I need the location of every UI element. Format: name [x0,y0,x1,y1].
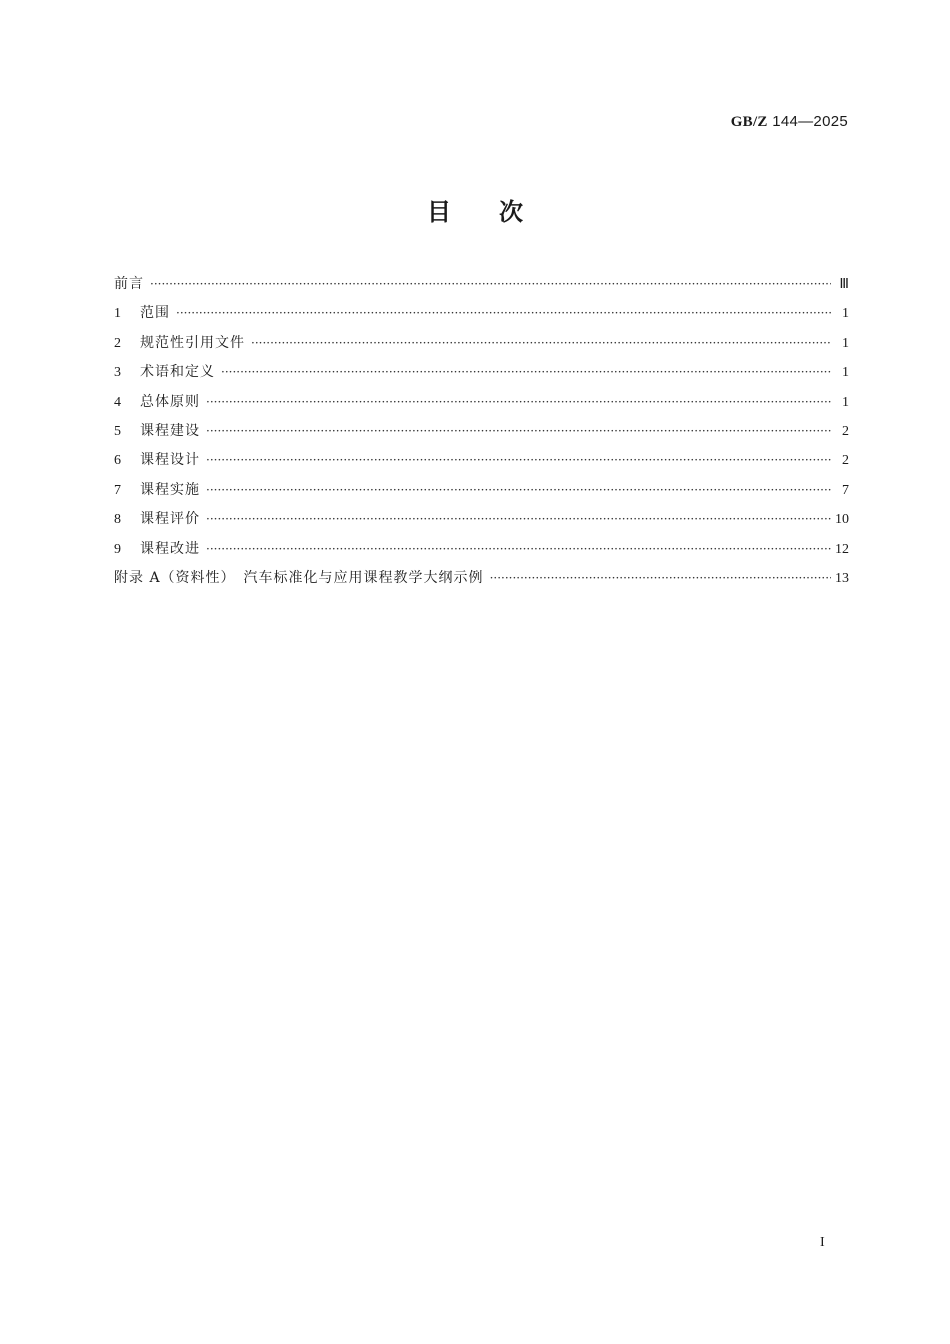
toc-leader-dots [206,395,831,409]
toc-entry-page: 2 [842,453,849,469]
toc-entry-foreword[interactable] [114,273,849,302]
toc-entry-number: 6 [114,453,121,469]
toc-entry-number: 8 [114,512,121,528]
toc-leader-dots [206,512,831,526]
toc-entry-label: 课程评价 [140,511,200,528]
toc-entry-course-design[interactable] [114,449,849,478]
toc-entry-course-improvement[interactable] [114,538,849,567]
toc-leader-dots [206,542,831,556]
standard-prefix: GB/Z [730,114,768,130]
page-title: 目次 [427,198,571,226]
standard-code [731,113,848,131]
toc-entry-page: 12 [835,541,849,557]
toc-entry-page: 1 [842,306,849,322]
toc-leader-dots [221,365,831,379]
toc-entry-page: 10 [835,512,849,528]
toc-entry-label: 课程实施 [140,481,200,498]
toc-entry-page: Ⅲ [839,277,849,292]
toc-entry-label: 课程改进 [140,540,200,557]
toc-entry-annex-a[interactable] [114,567,849,596]
toc-entry-page: 1 [842,394,849,410]
toc-entry-label: 前言 [114,276,144,292]
toc-entry-label: 范围 [140,305,170,322]
toc-entry-terms-definitions[interactable] [114,361,849,390]
toc-entry-label: 课程建设 [140,422,200,439]
toc-entry-number: 1 [114,306,121,322]
toc-entry-number: 5 [114,423,121,439]
toc-leader-dots [206,483,831,497]
toc-entry-normative-references[interactable] [114,332,849,361]
toc-entry-general-principles[interactable] [114,391,849,420]
toc-entry-label: 规范性引用文件 [140,334,245,351]
toc-leader-dots [150,277,831,291]
toc-entry-number: 7 [114,482,121,498]
toc-leader-dots [176,306,831,320]
page-number: I [820,1235,825,1250]
toc-leader-dots [206,424,831,438]
toc-entry-number: 3 [114,365,121,381]
toc-entry-label: 附录 A（资料性） 汽车标准化与应用课程教学大纲示例 [114,569,484,586]
toc-entry-course-evaluation[interactable] [114,508,849,537]
toc-entry-page: 1 [842,335,849,351]
table-of-contents [114,273,849,596]
toc-entry-course-implementation[interactable] [114,479,849,508]
toc-leader-dots [490,571,831,585]
toc-entry-number: 2 [114,335,121,351]
toc-entry-label: 总体原则 [140,393,200,410]
toc-entry-page: 1 [842,365,849,381]
toc-entry-course-construction[interactable] [114,420,849,449]
toc-entry-page: 13 [835,570,849,586]
toc-entry-label: 课程设计 [140,452,200,469]
toc-entry-scope[interactable] [114,302,849,331]
toc-entry-number: 4 [114,394,121,410]
toc-entry-number: 9 [114,541,121,557]
toc-entry-page: 7 [842,482,849,498]
toc-leader-dots [206,453,831,467]
standard-number: 144—2025 [772,113,848,130]
toc-entry-label: 术语和定义 [140,364,215,381]
toc-leader-dots [251,336,831,350]
toc-entry-page: 2 [842,423,849,439]
